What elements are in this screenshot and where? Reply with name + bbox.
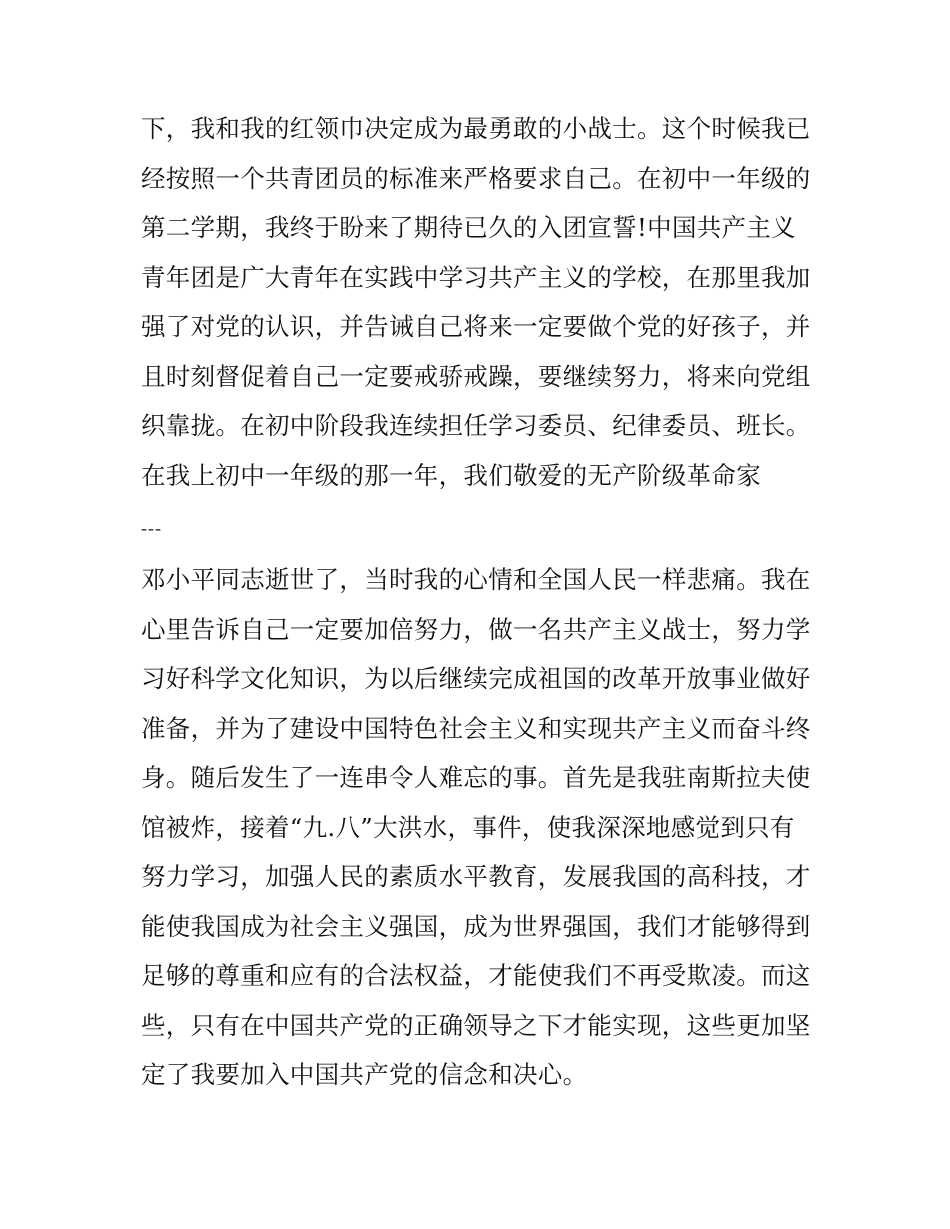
text-line: 身。随后发生了一连串令人难忘的事。首先是我驻南斯拉夫使 bbox=[141, 763, 811, 792]
text-line: 邓小平同志逝世了，当时我的心情和全国人民一样悲痛。我在 bbox=[141, 565, 811, 594]
text-line: 下，我和我的红领巾决定成为最勇敢的小战士。这个时候我已 bbox=[141, 114, 811, 143]
section-separator: --- bbox=[141, 518, 162, 538]
text-line: 第二学期，我终于盼来了期待已久的入团宣誓!中国共产主义 bbox=[141, 213, 796, 242]
paragraph-bottom bbox=[141, 555, 813, 1100]
text-line: 习好科学文化知识，为以后继续完成祖国的改革开放事业做好 bbox=[141, 664, 811, 693]
paragraph-top bbox=[141, 104, 813, 500]
text-line: 努力学习，加强人民的素质水平教育，发展我国的高科技，才 bbox=[141, 862, 811, 891]
text-line: 定了我要加入中国共产党的信念和决心。 bbox=[141, 1060, 588, 1089]
text-line: 织靠拢。在初中阶段我连续担任学习委员、纪律委员、班长。 bbox=[141, 411, 811, 440]
text-line: 些，只有在中国共产党的正确领导之下才能实现，这些更加坚 bbox=[141, 1010, 811, 1040]
text-line: 强了对党的认识，并告诫自己将来一定要做个党的好孩子，并 bbox=[141, 312, 811, 341]
text-line: 馆被炸，接着“九.八”大洪水，事件，使我深深地感觉到只有 bbox=[141, 812, 795, 842]
text-line: 足够的尊重和应有的合法权益，才能使我们不再受欺凌。而这 bbox=[141, 961, 811, 990]
text-line: 青年团是广大青年在实践中学习共产主义的学校，在那里我加 bbox=[141, 262, 811, 292]
text-line: 在我上初中一年级的那一年，我们敬爱的无产阶级革命家 bbox=[141, 460, 761, 490]
text-line: 经按照一个共青团员的标准来严格要求自己。在初中一年级的 bbox=[141, 163, 811, 193]
text-line: 准备，并为了建设中国特色社会主义和实现共产主义而奋斗终 bbox=[141, 713, 811, 743]
text-line: 且时刻督促着自己一定要戒骄戒躁，要继续努力，将来向党组 bbox=[141, 361, 811, 391]
text-line: 心里告诉自己一定要加倍努力，做一名共产主义战士，努力学 bbox=[141, 614, 811, 644]
text-line: 能使我国成为社会主义强国，成为世界强国，我们才能够得到 bbox=[141, 911, 811, 941]
